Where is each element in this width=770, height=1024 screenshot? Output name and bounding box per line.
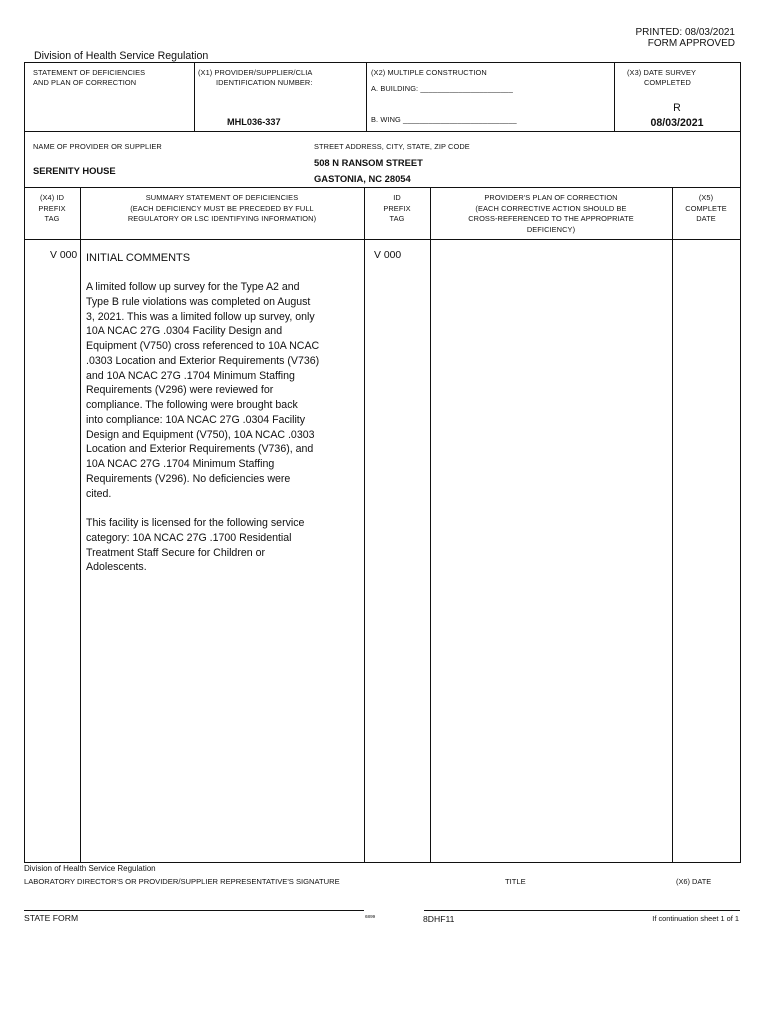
- street-address: 508 N RANSOM STREET: [314, 157, 423, 168]
- divider-x2: [366, 62, 367, 132]
- para2-line: Adolescents.: [86, 561, 147, 574]
- address-label: STREET ADDRESS, CITY, STATE, ZIP CODE: [314, 142, 470, 151]
- col-divider-4: [672, 187, 673, 863]
- para1-line: 10A NCAC 27G .0304 Facility Design and: [86, 325, 283, 338]
- provider-name-label: NAME OF PROVIDER OR SUPPLIER: [33, 142, 162, 151]
- frame-right: [740, 62, 741, 863]
- divider-x1: [194, 62, 195, 132]
- id-header: [364, 193, 430, 225]
- footer-line-right: [424, 910, 740, 911]
- summary-header-2: (EACH DEFICIENCY MUST BE PRECEDED BY FULL: [130, 203, 314, 213]
- plan-header: [430, 193, 672, 235]
- x5-header-2: COMPLETE: [685, 203, 727, 213]
- x4-header-2: PREFIX: [38, 203, 66, 213]
- state-form-label: STATE FORM: [24, 913, 79, 923]
- wing-field: B. WING ___________________________: [371, 115, 517, 124]
- provider-row-bottom: [24, 187, 740, 188]
- continuation-sheet: If continuation sheet 1 of 1: [652, 914, 739, 923]
- city-state-zip: GASTONIA, NC 28054: [314, 173, 411, 184]
- frame-top: [24, 62, 740, 63]
- form-approved: FORM APPROVED: [647, 38, 735, 49]
- x5-header-3: DATE: [696, 214, 716, 224]
- x4-header-3: TAG: [44, 214, 60, 224]
- col-divider-2: [364, 187, 365, 863]
- para1-line: compliance. The following were brought back: [86, 399, 298, 411]
- frame-left: [24, 62, 25, 863]
- column-header-bottom: [24, 239, 740, 240]
- entry-paragraph-2: [86, 516, 362, 575]
- para2-line: Treatment Staff Secure for Children or: [86, 546, 265, 559]
- para1-line: into compliance: 10A NCAC 27G .0304 Facility: [86, 413, 306, 426]
- para1-line: Design and Equipment (V750), 10A NCAC .0303: [86, 428, 315, 441]
- statement-label-2: AND PLAN OF CORRECTION: [33, 78, 137, 87]
- plan-header-3: CROSS-REFERENCED TO THE APPROPRIATE: [468, 214, 634, 224]
- x5-header-1: (X5): [698, 193, 714, 202]
- building-field: A. BUILDING: ______________________: [371, 84, 513, 93]
- para1-line: 3, 2021. This was a limited follow up survey, only: [86, 310, 315, 323]
- plan-header-1: PROVIDER'S PLAN OF CORRECTION: [484, 193, 618, 202]
- top-row-bottom: [24, 131, 740, 132]
- id-header-1: ID: [393, 193, 401, 202]
- para1-line: 10A NCAC 27G .1704 Minimum Staffing: [86, 458, 275, 470]
- tag-left: V 000: [50, 250, 78, 261]
- col-divider-3: [430, 187, 431, 863]
- plan-header-4: DEFICIENCY): [526, 224, 576, 234]
- summary-header-1: SUMMARY STATEMENT OF DEFICIENCIES: [145, 193, 299, 202]
- para1-line: cited.: [86, 487, 112, 500]
- x1-label-2: IDENTIFICATION NUMBER:: [216, 78, 313, 87]
- x6-date-label: (X6) DATE: [676, 877, 712, 886]
- para1-line: A limited follow up survey for the Type A2 and: [86, 281, 300, 293]
- x1-label-1: (X1) PROVIDER/SUPPLIER/CLIA: [198, 68, 313, 77]
- x3-label-1: (X3) DATE SURVEY: [627, 68, 697, 77]
- para1-line: .0303 Location and Exterior Requirements (V736): [86, 354, 320, 367]
- title-label: TITLE: [505, 877, 526, 886]
- summary-header: [80, 193, 364, 225]
- statement-label-1: STATEMENT OF DEFICIENCIES: [33, 68, 146, 77]
- footer-agency: Division of Health Service Regulation: [24, 864, 156, 873]
- provider-id-number: MHL036-337: [227, 117, 281, 127]
- para1-line: Type B rule violations was completed on August: [86, 295, 311, 308]
- x4-header-1: (X4) ID: [39, 193, 65, 202]
- provider-name: SERENITY HOUSE: [33, 165, 116, 176]
- footer-line-left: [24, 910, 364, 911]
- event-id: 8DHF11: [423, 914, 455, 924]
- x5-header: [672, 193, 740, 225]
- para2-line: category: 10A NCAC 27G .1700 Residential: [86, 531, 292, 544]
- survey-date: 08/03/2021: [650, 117, 704, 129]
- col-divider-1: [80, 187, 81, 863]
- para2-line: This facility is licensed for the following service: [86, 517, 305, 529]
- summary-header-3: REGULATORY OR LSC IDENTIFYING INFORMATION): [127, 214, 317, 224]
- x4-header: [24, 193, 80, 225]
- entry-paragraph-1: [86, 280, 362, 501]
- para1-line: Equipment (V750) cross referenced to 10A NCAC: [86, 340, 320, 352]
- para1-line: Location and Exterior Requirements (V736), and: [86, 443, 314, 456]
- para1-line: Requirements (V296). No deficiencies were: [86, 472, 291, 485]
- x3-label-2: COMPLETED: [644, 78, 691, 87]
- agency-name: Division of Health Service Regulation: [34, 50, 209, 62]
- id-header-2: PREFIX: [383, 203, 411, 213]
- para1-line: Requirements (V296) were reviewed for: [86, 384, 274, 397]
- frame-bottom: [24, 862, 741, 863]
- plan-header-2: (EACH CORRECTIVE ACTION SHOULD BE: [475, 203, 627, 213]
- para1-line: and 10A NCAC 27G .1704 Minimum Staffing: [86, 369, 295, 382]
- printed-date: PRINTED: 08/03/2021: [635, 27, 735, 38]
- form-code: 6899: [365, 914, 376, 919]
- tag-right: V 000: [374, 250, 402, 261]
- x2-label: (X2) MULTIPLE CONSTRUCTION: [371, 68, 487, 77]
- id-header-3: TAG: [389, 214, 405, 224]
- signature-label: LABORATORY DIRECTOR'S OR PROVIDER/SUPPLIER REPRESENTATIVE'S SIGNATURE: [24, 877, 340, 886]
- survey-code: R: [673, 102, 681, 114]
- entry-heading: INITIAL COMMENTS: [86, 252, 191, 264]
